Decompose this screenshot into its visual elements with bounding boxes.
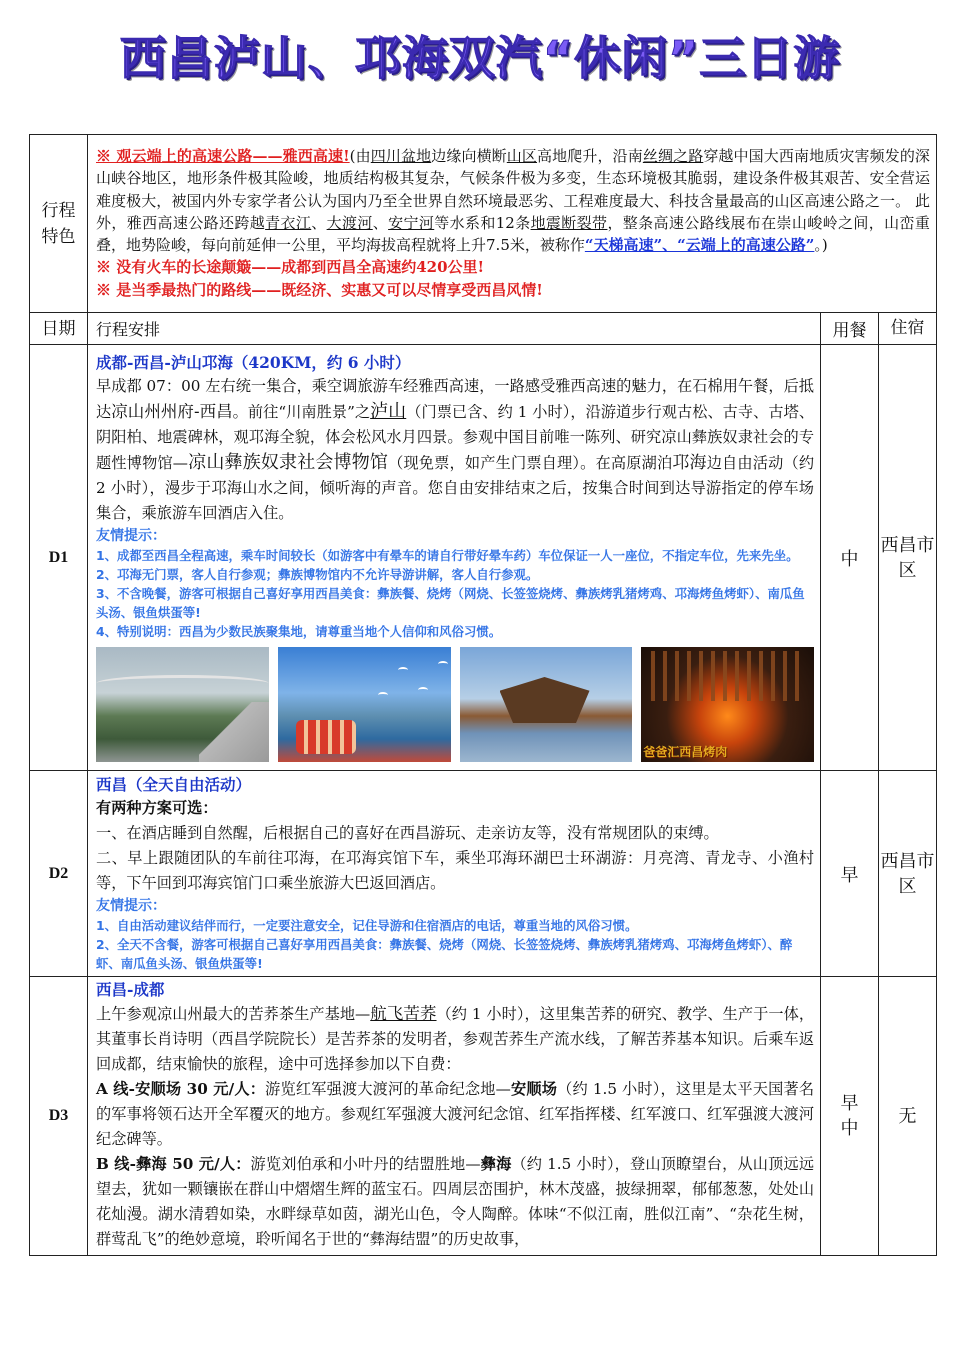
tip-item: 1、成都至西昌全程高速，乘车时间较长（如游客中有晕车的请自行带好晕车药）车位保证一人一座位，不指定车位，先来先坐。 xyxy=(96,548,799,563)
tips-title: 友情提示： xyxy=(96,528,166,544)
features-label: 行程 特色 xyxy=(30,135,88,313)
feature-popular-route: ※ 是当季最热门的路线——既经济、实惠又可以尽情享受西昌风情! xyxy=(96,280,543,299)
day-row-d3 xyxy=(30,977,937,1256)
tip-item: 2、邛海无门票，客人自行参观；彝族博物馆内不允许导游讲解，客人自行参观。 xyxy=(96,567,539,582)
day-row-d2 xyxy=(30,771,937,977)
optional-line-a: A 线-安顺场 30 元/人：游览红军强渡大渡河的革命纪念地—安顺场（约 1.5 小时），这里是太平天国著名的军事将领石达开全军覆灭的地方。参观红军强渡大渡河纪念馆、红军指挥楼、红军渡口、红军强渡大渡河纪念碑等。 xyxy=(96,1080,815,1148)
route-title: 西昌（全天自由活动） xyxy=(96,774,252,794)
day-description: 上午参观凉山州最大的苦荞茶生产基地—航飞苦荞（约 1 小时），这里集苦荞的研究、教学、生产于一体，其董事长肖诗明（西昌学院院长）是苦荞茶的发明者，参观苦荞生产流水线，了解苦荞基本知识。后乘车返回成都，结束愉快的旅程，途中可选择参加以下自费： xyxy=(96,1004,815,1073)
tip-item: 1、自由活动建议结伴而行，一定要注意安全，记住导游和住宿酒店的电话，尊重当地的风俗习惯。 xyxy=(96,917,638,933)
header-stay: 住宿 xyxy=(879,313,937,345)
header-row xyxy=(30,313,937,345)
day-description: 早成都 07：00 左右统一集合，乘空调旅游车经雅西高速，一路感受雅西高速的魅力，在石棉用午餐，后抵达凉山州州府-西昌。前往“川南胜景”之泸山（门票已含、约 1 小时），沿游道步行观古松、古寺、古塔、阴阳柏、地震碑林，观邛海全貌，体会松风水月四景。参观中国目前唯一陈列、研究凉山彝族奴隶社会的专题性博物馆—凉山彝族奴隶社会博物馆（现免票，如产生门票自理）。在高原湖泊邛海边自由活动（约 2 小时），漫步于邛海山水之间，倾听海的声音。您自由安排结束之后，按集合时间到达导游指定的停车场集合，乘旅游车回酒店入住。 xyxy=(96,377,815,522)
expressway-bridge-photo xyxy=(96,647,269,762)
page-title: 西昌泸山、邛海双汽“休闲”三日游 xyxy=(119,31,841,85)
options-title: 有两种方案可选： xyxy=(96,798,218,817)
day-stay: 西昌市区 xyxy=(879,345,937,771)
photo-caption: 爸爸汇西昌烤肉 xyxy=(643,745,728,759)
qionghai-gulls-photo xyxy=(278,647,451,762)
day-label: D3 xyxy=(30,977,88,1256)
route-title: 西昌-成都 xyxy=(96,980,165,999)
feature-no-train: ※ 没有火车的长途颠簸——成都到西昌全高速约420公里! xyxy=(96,258,485,277)
option-item: 二、早上跟随团队的车前往邛海，在邛海宾馆下车，乘坐邛海环湖巴士环湖游：月亮湾、青龙寺、小渔村等，下午回到邛海宾馆门口乘坐旅游大巴返回酒店。 xyxy=(96,848,814,892)
day-schedule xyxy=(88,345,821,771)
header-date: 日期 xyxy=(30,313,88,345)
day-stay: 西昌市区 xyxy=(879,771,937,977)
feature-expressway: ※ 观云端上的高速公路——雅西高速!(由四川盆地边缘向横断山区高地爬升，沿南丝绸之路穿越中国大西南地质灾害频发的深山峡谷地区，地形条件极其险峻，地质结构极其复杂，气候条件极为多变，生态环境极其脆弱，建设条件极其艰苦、安全营运难度极大，被国内外专家学者公认为国内乃至全世界自然环境最恶劣、工程难度最大、科技含量最高的山区高速公路之一。 此外，雅西高速公路还跨越青衣江、大渡河、安宁河等水系和12条地震断裂带，整条高速公路线展布在崇山峻岭之间，山峦重叠，地势险峻，每向前延伸一公里，平均海拔高程就将上升7.5米，被称作“天梯高速”、“云端上的高速公路”。) xyxy=(96,146,930,255)
photo-strip xyxy=(96,647,814,762)
optional-line-b: B 线-彝海 50 元/人：游览刘伯承和小叶丹的结盟胜地—彝海（约 1.5 小时），登山顶瞭望台，从山顶远远望去，犹如一颗镶嵌在群山中熠熠生辉的蓝宝石。四周层峦围护，林木茂盛，披绿拥翠，郁郁葱葱，处处山花灿漫。湖水清碧如染，水畔绿草如茵，湖光山色，令人陶醉。体味“不似江南，胜似江南”、“杂花生树，群莺乱飞”的绝妙意境，聆听闻名于世的“彝海结盟”的历史故事， xyxy=(96,1155,815,1248)
tip-item: 4、特别说明：西昌为少数民族聚集地，请尊重当地个人信仰和风俗习惯。 xyxy=(96,624,502,639)
day-meal: 中 xyxy=(821,345,879,771)
day-meal: 早 中 xyxy=(821,977,879,1256)
header-schedule: 行程安排 xyxy=(88,313,821,345)
option-item: 一、在酒店睡到自然醒，后根据自己的喜好在西昌游玩、走亲访友等，没有常规团队的束缚。 xyxy=(96,823,719,842)
bbq-skewers-photo xyxy=(641,647,814,762)
features-row xyxy=(30,135,937,313)
day-schedule xyxy=(88,771,821,977)
tip-item: 3、不含晚餐，游客可根据自己喜好享用西昌美食：彝族餐、烧烤（网烧、长签签烧烤、彝族烤乳猪烤鸡、邛海烤鱼烤虾）、南瓜鱼头汤、银鱼烘蛋等! xyxy=(96,586,805,620)
day-label: D1 xyxy=(30,345,88,771)
header-meals: 用餐 xyxy=(821,313,879,345)
day-meal: 早 xyxy=(821,771,879,977)
tip-item: 2、全天不含餐，游客可根据自己喜好享用西昌美食：彝族餐、烧烤（网烧、长签签烧烤、彝族烤乳猪烤鸡、邛海烤鱼烤虾）、醉虾、南瓜鱼头汤、银鱼烘蛋等! xyxy=(96,936,793,971)
day-schedule xyxy=(88,977,821,1256)
lake-pavilion-photo xyxy=(460,647,633,762)
features-content xyxy=(88,135,937,313)
day-stay: 无 xyxy=(879,977,937,1256)
tips-title: 友情提示： xyxy=(96,897,166,914)
itinerary-table xyxy=(29,134,937,1256)
day-row-d1 xyxy=(30,345,937,771)
route-title: 成都-西昌-泸山邛海（420KM，约 6 小时） xyxy=(96,353,411,372)
day-label: D2 xyxy=(30,771,88,977)
